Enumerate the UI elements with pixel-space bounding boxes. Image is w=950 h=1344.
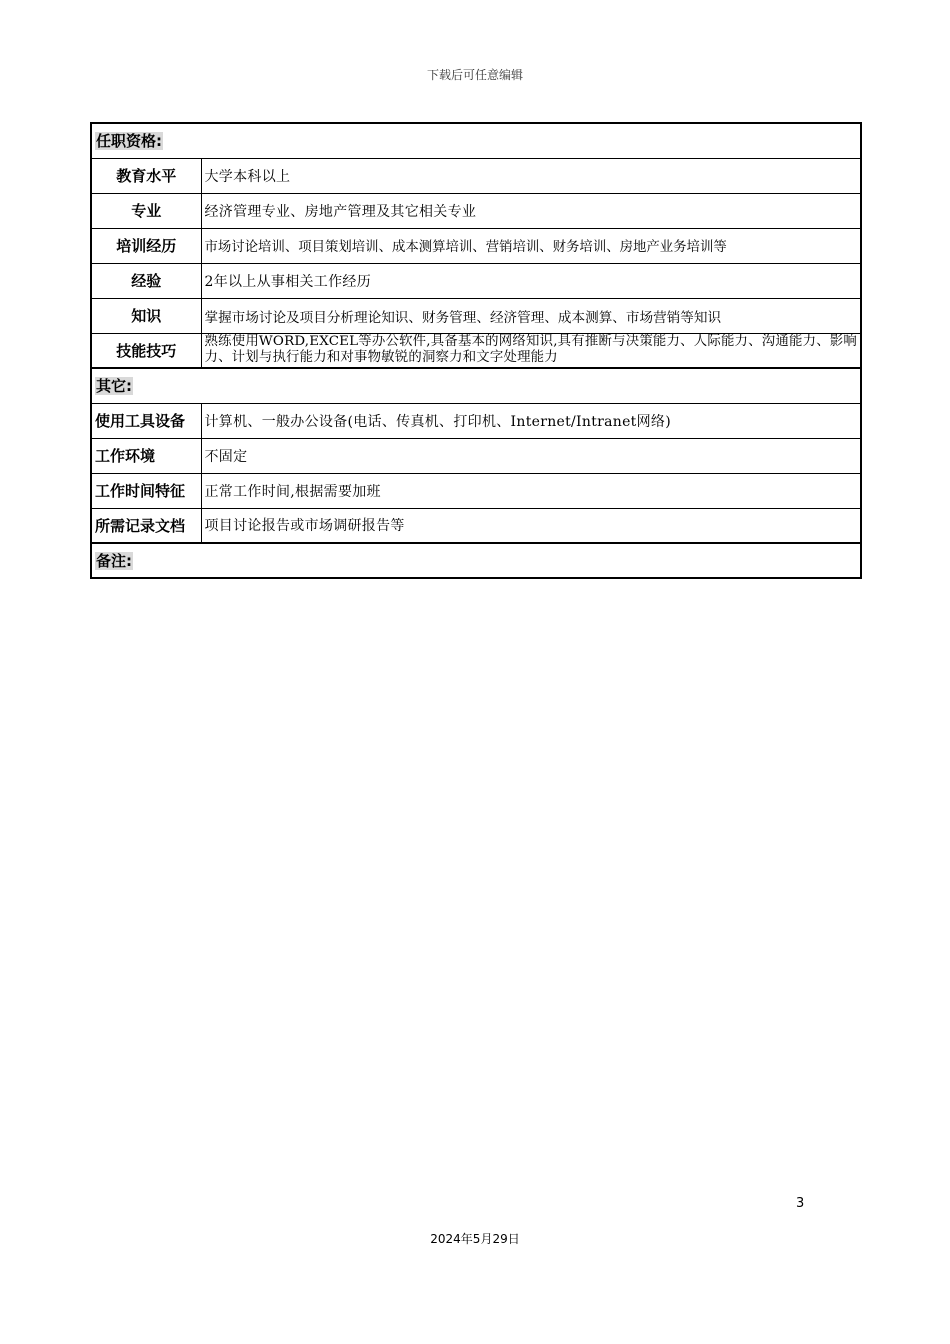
section-other-header — [91, 368, 861, 403]
row-value: 2年以上从事相关工作经历 — [201, 263, 861, 298]
row-value: 熟练使用WORD,EXCEL等办公软件,具备基本的网络知识,具有推断与决策能力、人际能力、沟通能力、影响力、计划与执行能力和对事物敏锐的洞察力和文字处理能力 — [201, 333, 861, 368]
page-number: 3 — [796, 1196, 805, 1211]
row-value: 项目讨论报告或市场调研报告等 — [201, 508, 861, 543]
row-value: 计算机、一般办公设备(电话、传真机、打印机、Internet/Intranet网络) — [201, 403, 861, 438]
table-row — [91, 403, 861, 438]
footer-date: 2024年5月29日 — [430, 1232, 520, 1246]
section-title: 备注: — [96, 552, 132, 570]
section-title: 任职资格: — [96, 132, 162, 151]
row-value: 经济管理专业、房地产管理及其它相关专业 — [201, 193, 861, 228]
row-label: 技能技巧 — [91, 333, 201, 368]
section-remarks-header — [91, 543, 861, 578]
row-value: 市场讨论培训、项目策划培训、成本测算培训、营销培训、财务培训、房地产业务培训等 — [201, 228, 861, 263]
row-value: 大学本科以上 — [201, 158, 861, 193]
row-label: 教育水平 — [91, 158, 201, 193]
section-title: 其它: — [96, 377, 132, 396]
section-qualifications-header — [91, 123, 861, 158]
row-label: 培训经历 — [91, 228, 201, 263]
row-label: 经验 — [91, 263, 201, 298]
table-row — [91, 158, 861, 193]
table-row — [91, 438, 861, 473]
header-note: 下载后可任意编辑 — [426, 68, 523, 82]
table-row — [91, 333, 861, 368]
row-label: 知识 — [91, 298, 201, 333]
row-label: 工作时间特征 — [91, 473, 201, 508]
row-label: 使用工具设备 — [91, 403, 201, 438]
row-label: 所需记录文档 — [91, 508, 201, 543]
job-requirements-table — [90, 122, 862, 579]
table-row — [91, 263, 861, 298]
table-row — [91, 473, 861, 508]
table-row — [91, 508, 861, 543]
row-value: 不固定 — [201, 438, 861, 473]
table-row — [91, 228, 861, 263]
row-value: 掌握市场讨论及项目分析理论知识、财务管理、经济管理、成本测算、市场营销等知识 — [201, 298, 861, 333]
table-row — [91, 298, 861, 333]
row-value: 正常工作时间,根据需要加班 — [201, 473, 861, 508]
table-row — [91, 193, 861, 228]
row-label: 工作环境 — [91, 438, 201, 473]
row-label: 专业 — [91, 193, 201, 228]
